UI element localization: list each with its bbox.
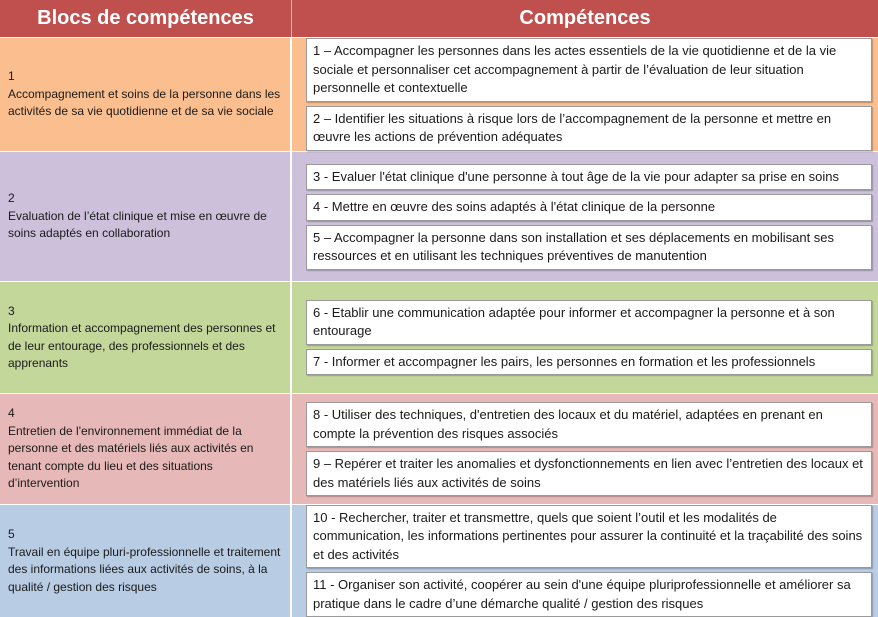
competence-item: 10 - Rechercher, traiter et transmettre, quels que soient l’outil et les modalités de communication, les informations pertinentes pour assurer la continuité et la traçabilité des soins et des activités — [306, 505, 872, 569]
bloc-cell — [0, 38, 292, 151]
bloc-number: 4 — [8, 406, 15, 421]
competence-item: 2 – Identifier les situations à risque lors de l’accompagnement de la personne et mettre en œuvre les actions de prévention adéquates — [306, 106, 872, 151]
competences-list — [292, 38, 878, 151]
table-header — [0, 0, 878, 37]
competence-item: 7 - Informer et accompagner les pairs, les personnes en formation et les professionnels — [306, 349, 872, 376]
bloc-label: Entretien de l'environnement immédiat de la personne et des matériels liés aux activités en tenant compte du lieu et des situations d’intervention — [8, 423, 254, 491]
bloc-number: 1 — [8, 69, 15, 84]
competences-list — [292, 505, 878, 617]
competences-list — [292, 282, 878, 393]
bloc-row-3 — [0, 281, 878, 393]
bloc-cell — [0, 394, 292, 504]
bloc-cell — [0, 282, 292, 393]
competence-item: 6 - Etablir une communication adaptée pour informer et accompagner la personne et à son entourage — [306, 300, 872, 345]
competence-item: 5 – Accompagner la personne dans son installation et ses déplacements en mobilisant ses ressources et en utilisant les techniques préventives de manutention — [306, 225, 872, 270]
header-competences: Compétences — [292, 0, 878, 37]
bloc-row-4 — [0, 393, 878, 504]
bloc-row-1 — [0, 37, 878, 151]
header-blocs: Blocs de compétences — [0, 0, 292, 37]
bloc-row-5 — [0, 504, 878, 617]
competence-item: 9 – Repérer et traiter les anomalies et dysfonctionnements en lien avec l’entretien des locaux et des matériels liés aux activités de soins — [306, 451, 872, 496]
competence-item: 8 - Utiliser des techniques, d'entretien des locaux et du matériel, adaptées en prenant en compte la prévention des risques associés — [306, 402, 872, 447]
competence-item: 4 - Mettre en œuvre des soins adaptés à l'état clinique de la personne — [306, 194, 872, 221]
bloc-cell — [0, 152, 292, 281]
competence-item: 1 – Accompagner les personnes dans les actes essentiels de la vie quotidienne et de la vie sociale et personnaliser cet accompagnement à partir de l’évaluation de leur situation personnelle et contextuelle — [306, 38, 872, 102]
bloc-label: Accompagnement et soins de la personne dans les activités de sa vie quotidienne et de sa vie sociale — [8, 86, 281, 119]
bloc-number: 5 — [8, 527, 15, 541]
competence-item: 3 - Evaluer l'état clinique d'une personne à tout âge de la vie pour adapter sa prise en soins — [306, 164, 872, 191]
bloc-label: Information et accompagnement des personnes et de leur entourage, des professionnels et des apprenants — [8, 321, 276, 370]
competences-list — [292, 394, 878, 504]
competences-list — [292, 152, 878, 281]
bloc-number: 2 — [8, 191, 15, 206]
bloc-number: 3 — [8, 303, 15, 318]
competence-item: 11 - Organiser son activité, coopérer au sein d'une équipe pluriprofessionnelle et améliorer sa pratique dans le cadre d’une démarche qualité / gestion des risques — [306, 572, 872, 617]
bloc-label: Evaluation de l’état clinique et mise en œuvre de soins adaptés en collaboration — [8, 208, 267, 241]
bloc-cell — [0, 505, 292, 617]
bloc-row-2 — [0, 151, 878, 281]
bloc-label: Travail en équipe pluri-professionnelle et traitement des informations liées aux activités de soins, à la qualité / gestion des risques — [8, 544, 281, 594]
